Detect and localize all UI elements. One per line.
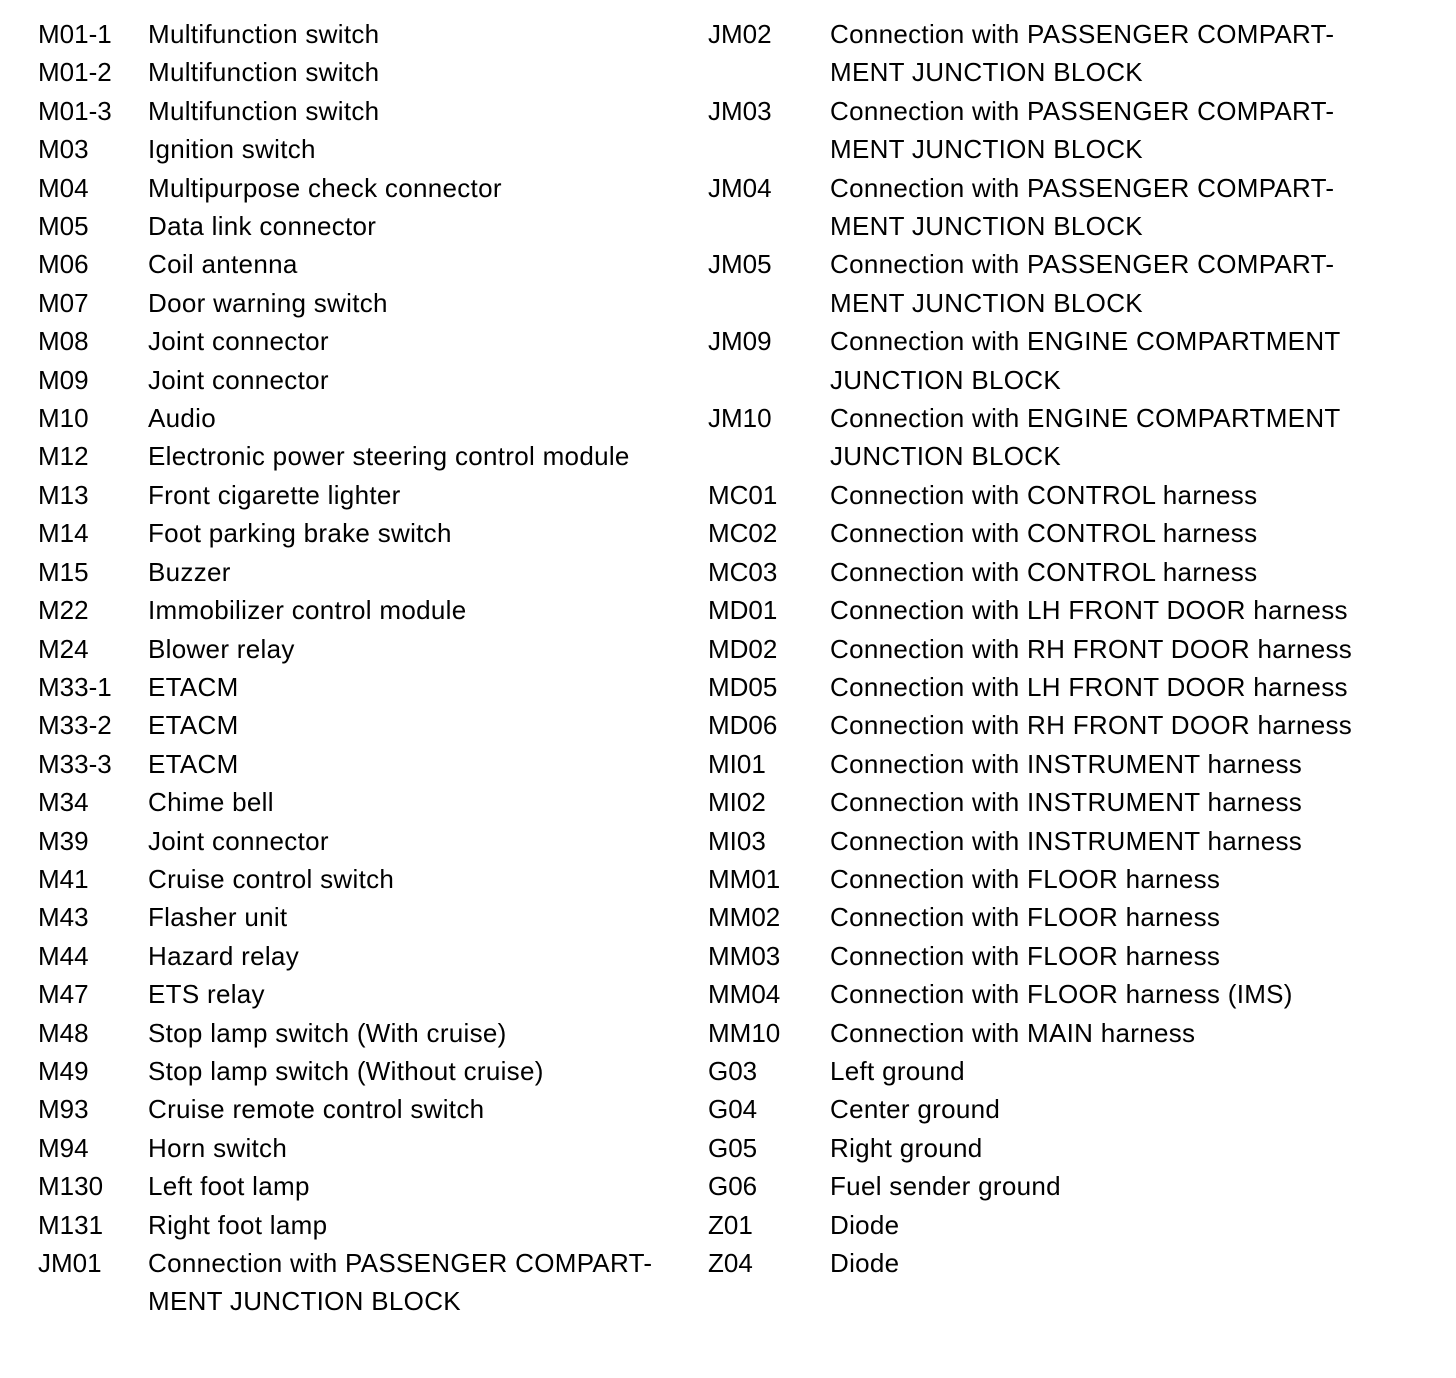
connector-description-line: Connection with FLOOR harness [830, 940, 1221, 971]
connector-description [830, 822, 1408, 860]
connector-entry [708, 630, 1408, 668]
connector-description [830, 1052, 1408, 1090]
connector-entry [708, 975, 1408, 1013]
connector-description [148, 745, 688, 783]
connector-code: M05 [38, 211, 89, 242]
connector-description-line: Right ground [830, 1132, 983, 1163]
connector-description [148, 1052, 688, 1090]
connector-code: MI02 [708, 787, 766, 818]
connector-entry [708, 476, 1408, 514]
connector-entry [38, 437, 688, 475]
connector-description-line: Connection with PASSENGER COMPART- [830, 249, 1335, 280]
connector-description [830, 399, 1408, 476]
connector-code: M33-2 [38, 710, 112, 741]
connector-code: MM03 [708, 940, 781, 971]
connector-description-line: Flasher unit [148, 902, 288, 933]
connector-code: JM05 [708, 249, 772, 280]
connector-entry [708, 591, 1408, 629]
connector-entry [38, 245, 688, 283]
connector-entry [38, 1167, 688, 1205]
connector-entry [38, 476, 688, 514]
connector-entry [38, 514, 688, 552]
connector-description-line: Front cigarette lighter [148, 479, 401, 510]
connector-description-line: Data link connector [148, 211, 377, 242]
connector-code: MM02 [708, 902, 781, 933]
connector-description-line: Chime bell [148, 787, 274, 818]
connector-description-line: Coil antenna [148, 249, 298, 280]
connector-description-line: Multipurpose check connector [148, 172, 502, 203]
connector-description [830, 937, 1408, 975]
connector-entry [708, 937, 1408, 975]
connector-code: MI03 [708, 825, 766, 856]
connector-code: MM01 [708, 863, 781, 894]
connector-description [148, 1090, 688, 1128]
connector-entry [38, 399, 688, 437]
connector-description-line: JUNCTION BLOCK [830, 441, 1062, 472]
connector-description-line: Connection with PASSENGER COMPART- [148, 1248, 653, 1278]
connector-description-line: Diode [830, 1248, 900, 1278]
connector-entry [708, 1167, 1408, 1205]
connector-description-line: Connection with ENGINE COMPARTMENT [830, 326, 1341, 357]
connector-description [830, 553, 1408, 591]
connector-code: Z01 [708, 1209, 753, 1240]
connector-description-line: Connection with PASSENGER COMPART- [830, 172, 1335, 203]
connector-list-right-column [708, 15, 1408, 1282]
connector-code: M131 [38, 1209, 104, 1240]
connector-description-line: Connection with CONTROL harness [830, 479, 1258, 510]
connector-description [148, 322, 688, 360]
connector-description-line: MENT JUNCTION BLOCK [148, 1286, 461, 1317]
connector-entry [708, 822, 1408, 860]
connector-code: M33-1 [38, 671, 112, 702]
connector-description [148, 975, 688, 1013]
connector-description [148, 399, 688, 437]
connector-entry [708, 706, 1408, 744]
connector-description-line: Cruise remote control switch [148, 1094, 485, 1125]
connector-entry [708, 745, 1408, 783]
connector-description-line: Connection with CONTROL harness [830, 556, 1258, 587]
connector-code: M06 [38, 249, 89, 280]
connector-description-line: Left foot lamp [148, 1171, 310, 1202]
connector-code: G05 [708, 1132, 758, 1163]
connector-code: G03 [708, 1055, 758, 1086]
connector-description-line: Stop lamp switch (Without cruise) [148, 1055, 544, 1086]
connector-description-line: Connection with INSTRUMENT harness [830, 787, 1303, 818]
connector-entry [38, 1129, 688, 1167]
connector-description [830, 975, 1408, 1013]
connector-code: M34 [38, 787, 89, 818]
connector-description [830, 245, 1408, 322]
connector-code: MM04 [708, 979, 781, 1010]
connector-entry [708, 15, 1408, 92]
connector-code: M08 [38, 326, 89, 357]
connector-description-line: Connection with MAIN harness [830, 1017, 1196, 1048]
connector-description-line: Connection with LH FRONT DOOR harness [830, 595, 1348, 626]
connector-description [830, 745, 1408, 783]
connector-description-line: Connection with RH FRONT DOOR harness [830, 633, 1353, 664]
connector-code: M33-3 [38, 748, 112, 779]
connector-code: M41 [38, 863, 89, 894]
connector-description-line: MENT JUNCTION BLOCK [830, 134, 1143, 165]
connector-code: M13 [38, 479, 89, 510]
connector-code: M43 [38, 902, 89, 933]
connector-code: MD02 [708, 633, 778, 664]
connector-code: MD01 [708, 595, 778, 626]
connector-code: M09 [38, 364, 89, 395]
connector-entry [38, 169, 688, 207]
connector-description-line: Connection with ENGINE COMPARTMENT [830, 403, 1341, 434]
connector-entry [38, 898, 688, 936]
connector-code: M12 [38, 441, 89, 472]
connector-description-line: Hazard relay [148, 940, 299, 971]
connector-description-line: Connection with RH FRONT DOOR harness [830, 710, 1353, 741]
connector-description [148, 1167, 688, 1205]
connector-entry [38, 1052, 688, 1090]
connector-description [148, 937, 688, 975]
connector-entry [708, 1052, 1408, 1090]
connector-description [148, 668, 688, 706]
connector-entry [38, 1206, 688, 1244]
connector-code: M01-2 [38, 57, 112, 88]
connector-description-line: Connection with INSTRUMENT harness [830, 748, 1303, 779]
connector-entry [38, 553, 688, 591]
connector-entry [38, 53, 688, 91]
connector-description-line: Connection with INSTRUMENT harness [830, 825, 1303, 856]
connector-entry [38, 1014, 688, 1052]
connector-code: M22 [38, 595, 89, 626]
connector-description [148, 245, 688, 283]
connector-description-line: Connection with LH FRONT DOOR harness [830, 671, 1348, 702]
connector-entry [708, 514, 1408, 552]
connector-description-line: ETACM [148, 748, 239, 779]
connector-description [830, 92, 1408, 169]
connector-description [830, 1167, 1408, 1205]
connector-entry [38, 745, 688, 783]
connector-description [830, 476, 1408, 514]
connector-description [830, 1244, 1408, 1282]
connector-description-line: Joint connector [148, 825, 329, 856]
connector-description [830, 322, 1408, 399]
connector-description-line: Multifunction switch [148, 19, 380, 49]
connector-entry [38, 207, 688, 245]
connector-description-line: Ignition switch [148, 134, 316, 165]
connector-entry [708, 1014, 1408, 1052]
connector-list-left-column [38, 15, 688, 1321]
connector-entry [38, 92, 688, 130]
connector-entry [708, 169, 1408, 246]
connector-description-line: Door warning switch [148, 287, 388, 318]
connector-description [148, 783, 688, 821]
connector-code: M03 [38, 134, 89, 165]
connector-code: MI01 [708, 748, 766, 779]
connector-description [830, 591, 1408, 629]
connector-entry [38, 937, 688, 975]
connector-description [148, 361, 688, 399]
connector-description [830, 668, 1408, 706]
connector-description-line: Audio [148, 403, 216, 434]
connector-description-line: Stop lamp switch (With cruise) [148, 1017, 507, 1048]
connector-code: M04 [38, 172, 89, 203]
connector-entry [708, 553, 1408, 591]
connector-description-line: MENT JUNCTION BLOCK [830, 287, 1143, 318]
connector-description-line: Connection with CONTROL harness [830, 518, 1258, 549]
connector-entry [708, 860, 1408, 898]
connector-description [148, 553, 688, 591]
connector-entry [708, 1129, 1408, 1167]
connector-description [830, 860, 1408, 898]
connector-entry [708, 1206, 1408, 1244]
connector-entry [708, 92, 1408, 169]
connector-entry [38, 1090, 688, 1128]
connector-entry [708, 898, 1408, 936]
connector-description [148, 476, 688, 514]
connector-description [830, 1129, 1408, 1167]
connector-description-line: Immobilizer control module [148, 595, 467, 626]
connector-description [148, 92, 688, 130]
connector-description-line: Joint connector [148, 364, 329, 395]
connector-description [148, 130, 688, 168]
connector-description [148, 53, 688, 91]
connector-description [148, 15, 688, 53]
connector-description [830, 514, 1408, 552]
connector-code: MD06 [708, 710, 778, 741]
connector-description-line: Joint connector [148, 326, 329, 357]
connector-code: Z04 [708, 1248, 753, 1278]
connector-entry [38, 361, 688, 399]
connector-description [830, 1090, 1408, 1128]
connector-code: M48 [38, 1017, 89, 1048]
connector-description [830, 898, 1408, 936]
connector-code: M94 [38, 1132, 89, 1163]
connector-description [148, 591, 688, 629]
connector-description [830, 630, 1408, 668]
connector-description-line: Center ground [830, 1094, 1001, 1125]
connector-description-line: Cruise control switch [148, 863, 395, 894]
connector-entry [38, 284, 688, 322]
connector-description [148, 514, 688, 552]
connector-code: JM04 [708, 172, 772, 203]
connector-description-line: Connection with FLOOR harness [830, 902, 1221, 933]
connector-entry [708, 245, 1408, 322]
connector-description [148, 284, 688, 322]
connector-description-line: Right foot lamp [148, 1209, 328, 1240]
connector-code: M01-1 [38, 19, 112, 49]
connector-code: M01-3 [38, 95, 112, 126]
connector-description [830, 706, 1408, 744]
connector-description-line: Multifunction switch [148, 57, 380, 88]
connector-description-line: Connection with PASSENGER COMPART- [830, 95, 1335, 126]
connector-description [830, 15, 1408, 92]
connector-code: M24 [38, 633, 89, 664]
connector-description [148, 706, 688, 744]
connector-description-line: Connection with FLOOR harness [830, 863, 1221, 894]
connector-description-line: Horn switch [148, 1132, 288, 1163]
connector-code: M14 [38, 518, 89, 549]
connector-description [148, 898, 688, 936]
connector-entry [708, 1244, 1408, 1282]
connector-code: JM09 [708, 326, 772, 357]
connector-entry [708, 322, 1408, 399]
connector-entry [38, 15, 688, 53]
connector-entry [38, 1244, 688, 1321]
connector-code: G06 [708, 1171, 758, 1202]
connector-entry [38, 322, 688, 360]
connector-description-line: Electronic power steering control module [148, 441, 630, 472]
connector-description [148, 822, 688, 860]
connector-entry [38, 783, 688, 821]
connector-entry [38, 130, 688, 168]
connector-description [148, 1244, 688, 1321]
connector-entry [38, 822, 688, 860]
connector-description-line: Diode [830, 1209, 900, 1240]
connector-code: JM01 [38, 1248, 102, 1278]
connector-description-line: ETS relay [148, 979, 265, 1010]
connector-entry [708, 1090, 1408, 1128]
connector-entry [708, 399, 1408, 476]
connector-code: MC01 [708, 479, 778, 510]
connector-entry [38, 860, 688, 898]
connector-code: MC03 [708, 556, 778, 587]
connector-code: M39 [38, 825, 89, 856]
connector-code: M07 [38, 287, 89, 318]
connector-description [148, 1206, 688, 1244]
connector-description-line: Connection with FLOOR harness (IMS) [830, 979, 1293, 1010]
connector-description-line: Fuel sender ground [830, 1171, 1061, 1202]
connector-description-line: Left ground [830, 1055, 965, 1086]
connector-entry [38, 668, 688, 706]
connector-code: MC02 [708, 518, 778, 549]
connector-description-line: JUNCTION BLOCK [830, 364, 1062, 395]
connector-description [148, 860, 688, 898]
connector-code: M44 [38, 940, 89, 971]
connector-description-line: ETACM [148, 710, 239, 741]
connector-code: JM10 [708, 403, 772, 434]
connector-description [148, 1129, 688, 1167]
connector-description-line: MENT JUNCTION BLOCK [830, 57, 1143, 88]
connector-code: M93 [38, 1094, 89, 1125]
connector-description [148, 437, 688, 475]
connector-description-line: Buzzer [148, 556, 231, 587]
connector-description [830, 783, 1408, 821]
connector-description [830, 169, 1408, 246]
connector-description [148, 207, 688, 245]
connector-description-line: ETACM [148, 671, 239, 702]
connector-code: M49 [38, 1055, 89, 1086]
connector-description [148, 1014, 688, 1052]
connector-code: MM10 [708, 1017, 781, 1048]
connector-entry [708, 783, 1408, 821]
connector-description [830, 1014, 1408, 1052]
connector-code: M15 [38, 556, 89, 587]
connector-code: JM03 [708, 95, 772, 126]
connector-description [148, 630, 688, 668]
connector-description [148, 169, 688, 207]
connector-description-line: MENT JUNCTION BLOCK [830, 211, 1143, 242]
connector-description-line: Blower relay [148, 633, 295, 664]
connector-entry [38, 630, 688, 668]
connector-entry [38, 975, 688, 1013]
connector-code: JM02 [708, 19, 772, 49]
connector-entry [38, 591, 688, 629]
connector-code: G04 [708, 1094, 758, 1125]
connector-code: M10 [38, 403, 89, 434]
connector-description [830, 1206, 1408, 1244]
connector-entry [38, 706, 688, 744]
connector-code: MD05 [708, 671, 778, 702]
connector-code: M47 [38, 979, 89, 1010]
connector-description-line: Multifunction switch [148, 95, 380, 126]
connector-description-line: Foot parking brake switch [148, 518, 452, 549]
connector-code: M130 [38, 1171, 104, 1202]
connector-entry [708, 668, 1408, 706]
connector-description-line: Connection with PASSENGER COMPART- [830, 19, 1335, 49]
